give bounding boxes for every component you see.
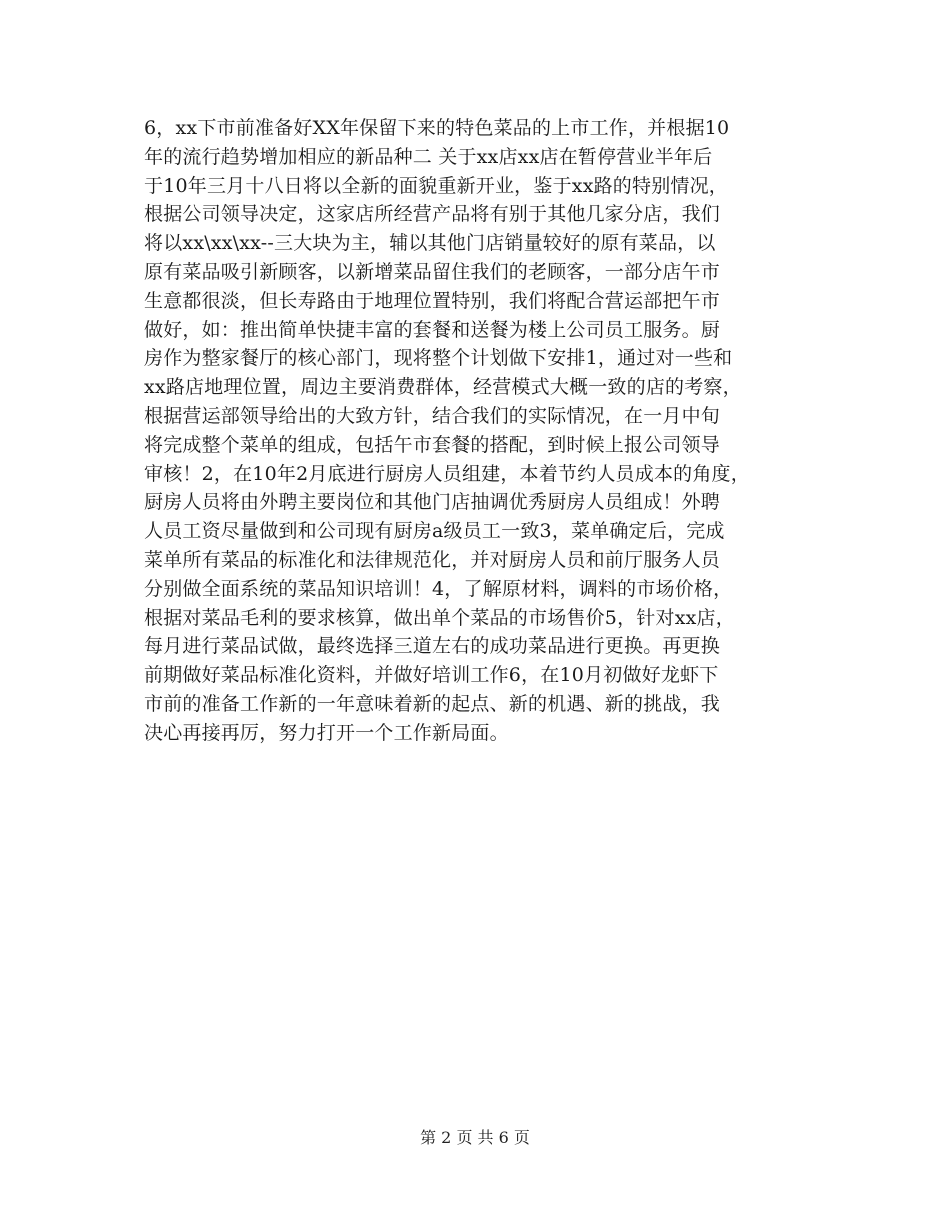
text-line: xx路店地理位置，周边主要消费群体，经营模式大概一致的店的考察，	[144, 376, 742, 399]
text-line: 将完成整个菜单的组成，包括午市套餐的搭配，到时候上报公司领导	[144, 433, 721, 456]
text-line: 人员工资尽量做到和公司现有厨房a级员工一致3，菜单确定后，完成	[144, 520, 725, 543]
text-line: 生意都很淡，但长寿路由于地理位置特别，我们将配合营运部把午市	[144, 289, 721, 312]
text-line: 每月进行菜品试做，最终选择三道左右的成功菜品进行更换。再更换	[144, 635, 721, 658]
text-line: 做好，如：推出简单快捷丰富的套餐和送餐为楼上公司员工服务。厨	[144, 318, 721, 341]
text-line: 原有菜品吸引新顾客，以新增菜品留住我们的老顾客，一部分店午市	[144, 260, 721, 283]
text-line: 于10年三月十八日将以全新的面貌重新开业，鉴于xx路的特别情况，	[144, 174, 729, 197]
text-line: 根据营运部领导给出的大致方针，结合我们的实际情况，在一月中旬	[144, 404, 721, 427]
text-line: 审核！2，在10年2月底进行厨房人员组建，本着节约人员成本的角度，	[144, 462, 750, 485]
text-line: 菜单所有菜品的标准化和法律规范化，并对厨房人员和前厅服务人员	[144, 548, 721, 571]
text-line: 房作为整家餐厅的核心部门，现将整个计划做下安排1，通过对一些和	[144, 347, 733, 370]
text-line: 根据对菜品毛利的要求核算，做出单个菜品的市场售价5，针对xx店，	[144, 606, 735, 629]
text-line: 将以xx\xx\xx--三大块为主，辅以其他门店销量较好的原有菜品，以	[144, 232, 716, 255]
text-line: 决心再接再厉，努力打开一个工作新局面。	[144, 721, 509, 744]
document-body	[144, 114, 834, 748]
page-number-footer: 第 2 页 共 6 页	[420, 1128, 530, 1147]
text-line: 年的流行趋势增加相应的新品种二 关于xx店xx店在暂停营业半年后	[144, 145, 713, 168]
text-line: 根据公司领导决定，这家店所经营产品将有别于其他几家分店，我们	[144, 203, 721, 226]
text-line: 6，xx下市前准备好XX年保留下来的特色菜品的上市工作，并根据10	[144, 117, 730, 139]
text-line: 前期做好菜品标准化资料，并做好培训工作6，在10月初做好龙虾下	[144, 664, 719, 687]
text-line: 分别做全面系统的菜品知识培训！4，了解原材料，调料的市场价格，	[144, 577, 733, 600]
text-line: 厨房人员将由外聘主要岗位和其他门店抽调优秀厨房人员组成！外聘	[144, 491, 721, 514]
text-line: 市前的准备工作新的一年意味着新的起点、新的机遇、新的挑战，我	[144, 692, 721, 715]
